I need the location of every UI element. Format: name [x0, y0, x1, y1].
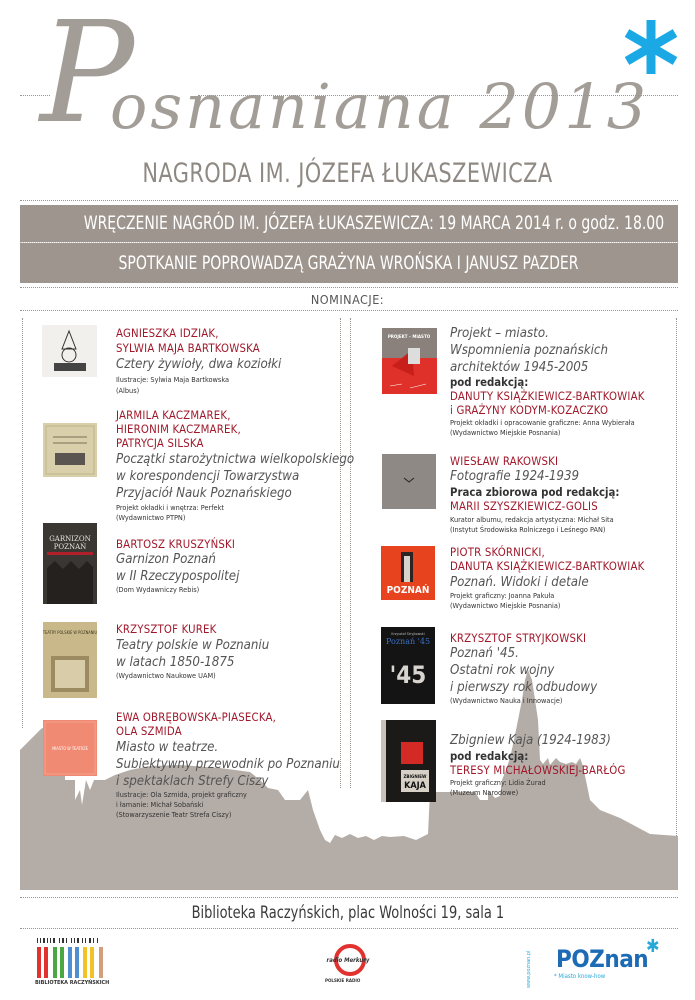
hosts-text: SPOTKANIE POPROWADZĄ GRAŻYNA WROŃSKA I JANUSZ PAZDER — [118, 252, 580, 274]
book-title: w korespondencji Towarzystwa — [116, 469, 300, 484]
book-credit: Projekt graficzny: Lidia Żurad — [450, 778, 546, 787]
book-publisher: (Dom Wydawniczy Rebis) — [116, 585, 200, 594]
book-publisher: (Instytut Środowiska Rolniczego i Leśnego PAN) — [450, 525, 606, 534]
editor-label: pod redakcją: — [450, 376, 529, 389]
book-credit: Ilustracje: Ola Szmida, projekt graficzny — [116, 790, 247, 799]
book-publisher: (Wydawnictwo Miejskie Posnania) — [450, 601, 561, 610]
book-title: Zbigniew Kaja (1924-1983) — [450, 733, 611, 748]
book-title: Garnizon Poznań — [116, 552, 216, 567]
divider — [20, 928, 678, 929]
poster-title — [40, 0, 650, 155]
book-title: w II Rzeczypospolitej — [116, 569, 240, 584]
svg-text:POZNAŃ: POZNAŃ — [53, 543, 87, 551]
svg-text:MIASTO W TEATRZE: MIASTO W TEATRZE — [52, 746, 88, 751]
radio-merkury-logo — [326, 942, 370, 982]
book-title: Miasto w teatrze. — [116, 740, 219, 755]
book-cover-garnizon-poznan — [43, 523, 97, 604]
poznan-tagline: * Miasto know-how — [554, 973, 606, 980]
svg-text:PROJEKT – MIASTO: PROJEKT – MIASTO — [387, 335, 431, 340]
svg-text:KAJA: KAJA — [404, 781, 426, 791]
ceremony-banner — [20, 205, 678, 242]
author-line: i GRAŻYNY KODYM-KOZACZKO — [450, 404, 609, 417]
book-title: i spektaklach Strefy Ciszy — [116, 774, 269, 789]
book-publisher: (Wydawnictwo Naukowe UAM) — [116, 671, 216, 680]
venue-address-text: Biblioteka Raczyńskich, plac Wolności 19, sala 1 — [191, 903, 504, 923]
author-line: DANUTY KSIĄŻKIEWICZ-BARTKOWIAK — [450, 390, 645, 403]
author-line: OLA SZMIDA — [116, 725, 182, 738]
book-cover-cztery-zywioly — [42, 325, 97, 377]
title-initial: P — [40, 0, 135, 155]
book-publisher: (Wydawnictwo Nauka i Innowacje) — [450, 696, 563, 705]
award-subtitle: NAGRODA IM. JÓZEFA ŁUKASZEWICZA — [142, 158, 553, 189]
book-title: Początki starożytnictwa wielkopolskiego — [116, 452, 355, 467]
svg-text:GARNIZON: GARNIZON — [49, 535, 91, 543]
author-line: MARII SZYSZKIEWICZ-GOLIS — [450, 500, 598, 513]
svg-text:'45: '45 — [389, 661, 427, 689]
book-title: Cztery żywioły, dwa koziołki — [116, 357, 282, 372]
book-cover-projekt-miasto — [382, 328, 437, 394]
divider — [20, 287, 678, 288]
book-title: Ostatni rok wojny — [450, 663, 555, 678]
book-publisher: (Wydawnictwo PTPN) — [116, 513, 186, 522]
author-line: KRZYSZTOF KUREK — [116, 623, 217, 636]
book-cover-zbigniew-kaja — [381, 720, 436, 802]
book-credit: Ilustracje: Sylwia Maja Bartkowska — [116, 375, 230, 384]
book-publisher: (Wydawnictwo Miejskie Posnania) — [450, 428, 561, 437]
book-title: Teatry polskie w Poznaniu — [116, 638, 270, 653]
nominations-heading: NOMINACJE: — [310, 292, 385, 307]
book-cover-poznan-widoki — [381, 546, 435, 600]
asterisk-icon — [620, 16, 682, 78]
biblioteka-logo-label: BIBLIOTEKA RACZYŃSKICH — [35, 980, 110, 986]
book-credit: Projekt okładki i wnętrza: Perfekt — [116, 503, 224, 512]
book-publisher: (Stowarzyszenie Teatr Strefa Ciszy) — [116, 810, 232, 819]
book-title: i pierwszy rok odbudowy — [450, 680, 598, 695]
book-credit: Projekt graficzny: Joanna Pakuła — [450, 591, 555, 600]
book-title: Przyjaciół Nauk Poznańskiego — [116, 486, 292, 501]
divider — [20, 897, 678, 898]
author-line: SYLWIA MAJA BARTKOWSKA — [116, 342, 260, 355]
svg-text:Krzysztof Stryjkowski: Krzysztof Stryjkowski — [391, 632, 425, 636]
svg-text:radio Merkury: radio Merkury — [326, 957, 370, 964]
poznan-url[interactable]: www.poznan.pl — [526, 950, 532, 988]
editor-label: pod redakcją: — [450, 750, 529, 763]
author-line: PATRYCJA SILSKA — [116, 437, 204, 450]
book-title: Wspomnienia poznańskich — [450, 343, 608, 358]
book-title: Poznań '45. — [450, 646, 519, 661]
divider — [20, 310, 678, 311]
book-cover-miasto-w-teatrze — [43, 720, 97, 776]
title-text: osnaniana 2013 — [110, 70, 650, 143]
book-credit: Projekt okładki i opracowanie graficzne: Anna Wybierała — [450, 418, 635, 427]
book-cover-teatry-polskie — [43, 622, 97, 698]
book-publisher: (Muzeum Narodowe) — [450, 788, 519, 797]
ceremony-text: WRĘCZENIE NAGRÓD IM. JÓZEFA ŁUKASZEWICZA: 19 MARCA 2014 r. o godz. 18.00 — [83, 212, 665, 234]
author-line: EWA OBRĘBOWSKA-PIASECKA, — [116, 711, 277, 724]
svg-text:TEATRY POLSKIE W POZNANIU: TEATRY POLSKIE W POZNANIU — [43, 630, 97, 635]
author-line: JARMILA KACZMAREK, — [116, 409, 231, 422]
book-publisher: (Albus) — [116, 386, 140, 395]
editor-label: Praca zbiorowa pod redakcją: — [450, 486, 620, 499]
book-cover-poczatki-starozytnictwa — [43, 423, 97, 477]
book-cover-fotografie — [382, 454, 436, 509]
author-line: PIOTR SKÓRNICKI, — [450, 546, 545, 559]
title-divider-left — [20, 95, 50, 96]
author-line: BARTOSZ KRUSZYŃSKI — [116, 538, 236, 551]
author-line: TERESY MICHAŁOWSKIEJ-BARŁÓG — [450, 764, 626, 777]
author-line: AGNIESZKA IDZIAK, — [116, 327, 219, 340]
book-title: Poznań. Widoki i detale — [450, 575, 589, 590]
author-line: KRZYSZTOF STRYJKOWSKI — [450, 632, 587, 645]
divider — [20, 200, 678, 201]
book-credit: i łamanie: Michał Sobański — [116, 800, 204, 809]
book-cover-poznan-45 — [381, 627, 435, 704]
book-title: Subiektywny przewodnik po Poznaniu — [116, 757, 340, 772]
radio-logo-label: POLSKIE RADIO — [325, 979, 361, 984]
book-title: w latach 1850-1875 — [116, 655, 235, 670]
book-title: architektów 1945-2005 — [450, 360, 589, 375]
book-credit: Kurator albumu, redakcja artystyczna: Michał Sita — [450, 515, 614, 524]
author-line: WIESŁAW RAKOWSKI — [450, 455, 559, 468]
book-title: Fotografie 1924-1939 — [450, 469, 580, 484]
svg-text:Poznań '45: Poznań '45 — [385, 637, 431, 646]
venue-address — [0, 903, 695, 923]
poznan-logo: POZnan — [556, 945, 649, 973]
book-title: Projekt – miasto. — [450, 326, 549, 341]
svg-text:POZNAŃ: POZNAŃ — [386, 585, 430, 596]
svg-text:ZBIGNIEW: ZBIGNIEW — [403, 775, 427, 780]
author-line: DANUTA KSIĄŻKIEWICZ-BARTKOWIAK — [450, 560, 645, 573]
title-divider-right — [198, 95, 678, 96]
author-line: HIERONIM KACZMAREK, — [116, 423, 241, 436]
hosts-banner — [20, 243, 678, 283]
asterisk-icon: ✱ — [646, 936, 660, 957]
